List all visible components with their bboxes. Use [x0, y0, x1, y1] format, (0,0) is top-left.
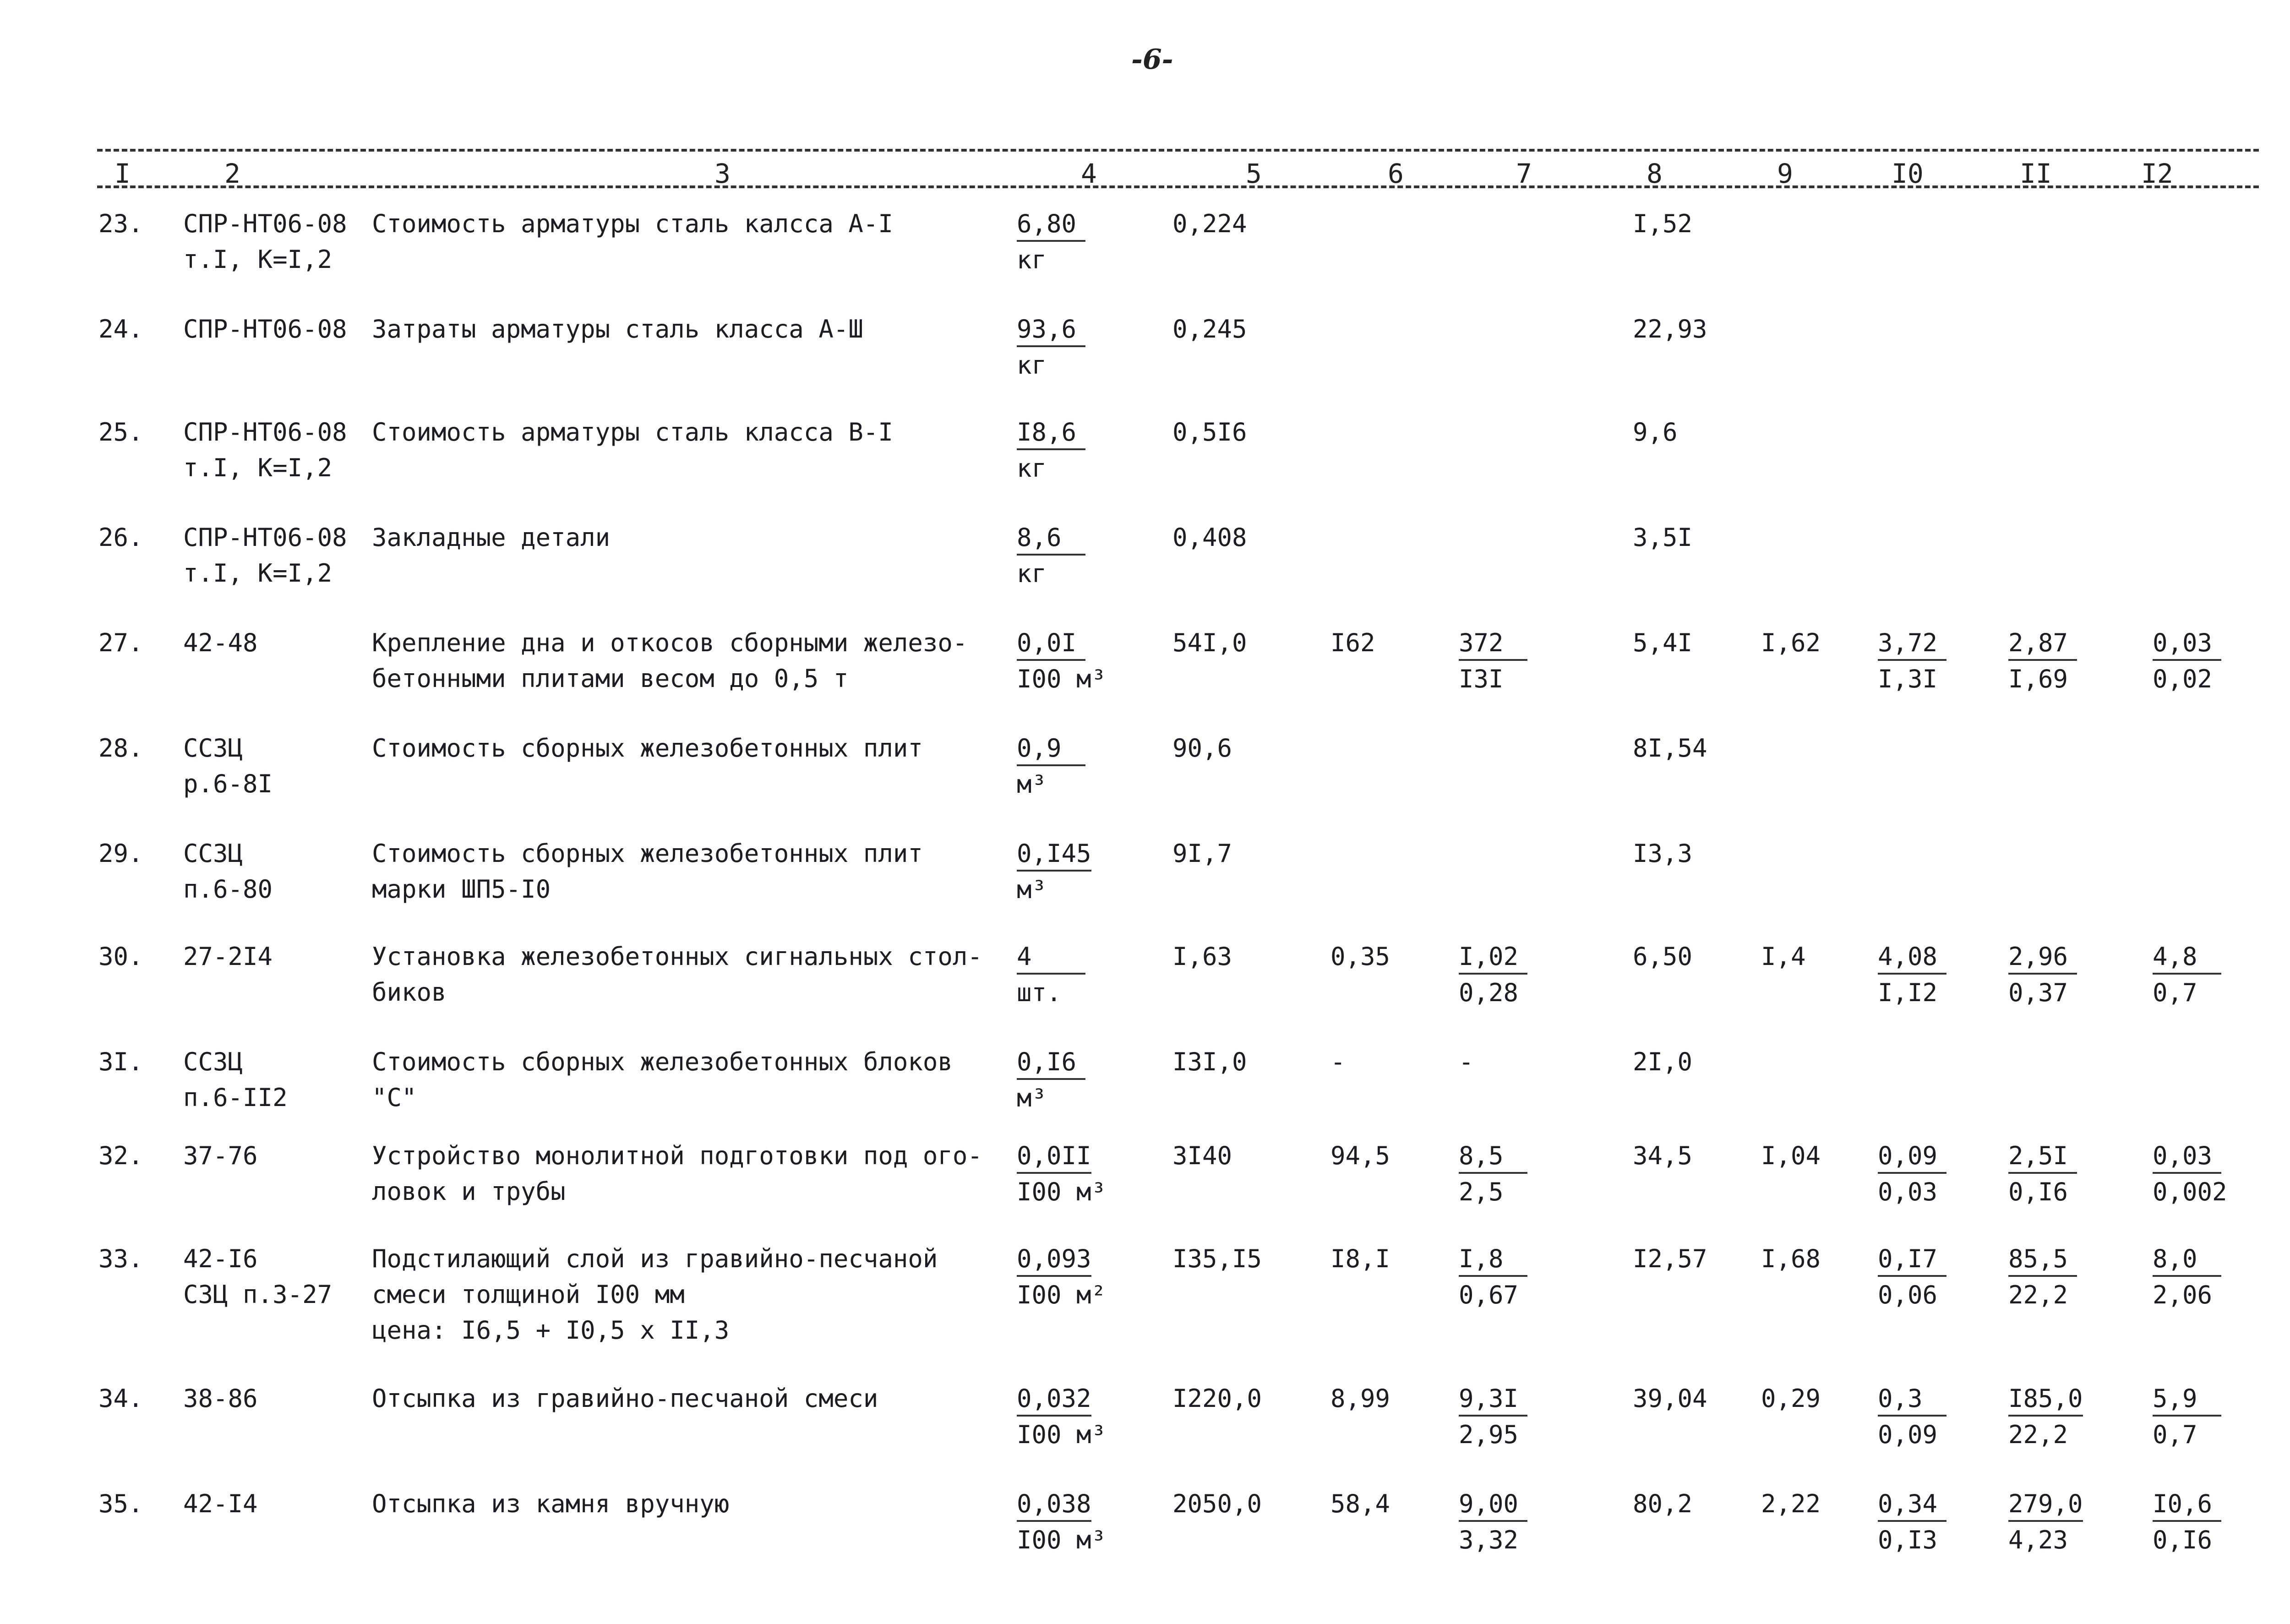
col-header-6: 6	[1388, 158, 1404, 189]
quantity-cell: 0,0II I00 м³	[1017, 1138, 1106, 1210]
col9-cell: I,04	[1761, 1141, 1821, 1170]
norm-code: СПР-НТ06-08	[183, 315, 347, 343]
quantity-cell: 93,6 кг	[1017, 311, 1085, 384]
norm-code: СПР-НТ06-08 т.I, К=I,2	[183, 418, 347, 482]
norm-code: 42-I6 СЗЦ п.3-27	[183, 1244, 333, 1309]
col9-cell: 2,22	[1761, 1489, 1821, 1518]
col11-cell: $\frac{279,0}{4,23}$	[2008, 1486, 2083, 1559]
col10-cell: $\frac{0,09}{0,03}$	[1878, 1138, 1946, 1210]
row-number: 25.	[98, 418, 143, 447]
col6-cell: -	[1330, 1047, 1346, 1076]
row-number: 33.	[98, 1244, 143, 1273]
row-number: 28.	[98, 734, 143, 763]
quantity-cell: 8,6 кг	[1017, 520, 1085, 592]
col11-cell: $\frac{2,96}{0,37}$	[2008, 939, 2077, 1011]
norm-code: 42-48	[183, 628, 258, 657]
norm-code: ССЗЦ п.6-II2	[183, 1047, 288, 1112]
unit-cost-cell: 3I40	[1172, 1141, 1232, 1170]
col-header-12: I2	[2141, 158, 2173, 189]
total-cost-cell: 9,6	[1633, 418, 1678, 447]
col10-cell: $\frac{0,34}{0,I3}$	[1878, 1486, 1946, 1559]
unit-cost-cell: 0,245	[1172, 315, 1247, 343]
col11-cell: $\frac{2,5I}{0,I6}$	[2008, 1138, 2077, 1210]
quantity-cell: 4 шт.	[1017, 939, 1085, 1011]
col-header-5: 5	[1246, 158, 1262, 189]
col6-cell: I62	[1330, 628, 1375, 657]
col7-cell: $\frac{9,3I}{2,95}$	[1459, 1381, 1527, 1453]
norm-code: СПР-НТ06-08 т.I, К=I,2	[183, 523, 347, 588]
col6-cell: 0,35	[1330, 942, 1390, 971]
col7-cell: $\frac{372}{I3I}$	[1459, 625, 1527, 698]
col7-cell: -	[1459, 1047, 1474, 1076]
total-cost-cell: 6,50	[1633, 942, 1693, 971]
work-description: Отсыпка из гравийно-песчаной смеси	[372, 1384, 878, 1413]
col7-cell: $\frac{I,02}{0,28}$	[1459, 939, 1527, 1011]
total-cost-cell: 2I,0	[1633, 1047, 1693, 1076]
total-cost-cell: 5,4I	[1633, 628, 1693, 657]
total-cost-cell: I3,3	[1633, 839, 1693, 868]
quantity-cell: 0,032 I00 м³	[1017, 1381, 1106, 1453]
col-header-8: 8	[1647, 158, 1663, 189]
col-header-3: 3	[714, 158, 731, 189]
quantity-cell: 0,I45 м³	[1017, 836, 1091, 908]
col-header-11: II	[2020, 158, 2052, 189]
unit-cost-cell: 0,224	[1172, 209, 1247, 238]
work-description: Стоимость сборных железобетонных блоков "С"	[372, 1047, 953, 1112]
row-number: 24.	[98, 315, 143, 343]
unit-cost-cell: 0,5I6	[1172, 418, 1247, 447]
total-cost-cell: I,52	[1633, 209, 1693, 238]
work-description: Стоимость арматуры сталь класса В-I	[372, 418, 893, 447]
work-description: Устройство монолитной подготовки под ого- ловок и трубы	[372, 1141, 982, 1206]
total-cost-cell: 3,5I	[1633, 523, 1693, 552]
total-cost-cell: 22,93	[1633, 315, 1707, 343]
col9-cell: I,4	[1761, 942, 1806, 971]
norm-code: ССЗЦ п.6-80	[183, 839, 273, 904]
unit-cost-cell: 2050,0	[1172, 1489, 1262, 1518]
work-description: Установка железобетонных сигнальных стол- биков	[372, 942, 982, 1007]
col10-cell: $\frac{4,08}{I,I2}$	[1878, 939, 1946, 1011]
col11-cell: $\frac{2,87}{I,69}$	[2008, 625, 2077, 698]
row-number: 26.	[98, 523, 143, 552]
col-header-4: 4	[1081, 158, 1097, 189]
col12-cell: $\frac{4,8}{0,7}$	[2153, 939, 2221, 1011]
norm-code: СПР-НТ06-08 т.I, К=I,2	[183, 209, 347, 274]
norm-code: 27-2I4	[183, 942, 273, 971]
quantity-cell: I8,6 кг	[1017, 414, 1085, 487]
unit-cost-cell: I,63	[1172, 942, 1232, 971]
total-cost-cell: I2,57	[1633, 1244, 1707, 1273]
row-number: 34.	[98, 1384, 143, 1413]
col6-cell: 58,4	[1330, 1489, 1390, 1518]
quantity-cell: 6,80 кг	[1017, 206, 1085, 278]
unit-cost-cell: 54I,0	[1172, 628, 1247, 657]
col9-cell: 0,29	[1761, 1384, 1821, 1413]
header-rule-top	[97, 149, 2259, 152]
work-description: Подстилающий слой из гравийно-песчаной смеси толщиной I00 мм цена: I6,5 + I0,5 x II,3	[372, 1244, 938, 1345]
unit-cost-cell: I35,I5	[1172, 1244, 1262, 1273]
unit-cost-cell: 9I,7	[1172, 839, 1232, 868]
col11-cell: $\frac{85,5}{22,2}$	[2008, 1241, 2077, 1313]
work-description: Закладные детали	[372, 523, 611, 552]
col12-cell: $\frac{I0,6}{0,I6}$	[2153, 1486, 2221, 1559]
work-description: Затраты арматуры сталь класса А-Ш	[372, 315, 863, 343]
total-cost-cell: 34,5	[1633, 1141, 1693, 1170]
quantity-cell: 0,9 м³	[1017, 730, 1085, 803]
col-header-10: I0	[1892, 158, 1924, 189]
row-number: 27.	[98, 628, 143, 657]
row-number: 30.	[98, 942, 143, 971]
norm-code: 38-86	[183, 1384, 258, 1413]
unit-cost-cell: I220,0	[1172, 1384, 1262, 1413]
col10-cell: $\frac{0,3}{0,09}$	[1878, 1381, 1946, 1453]
norm-code: 42-I4	[183, 1489, 258, 1518]
col7-cell: $\frac{9,00}{3,32}$	[1459, 1486, 1527, 1559]
total-cost-cell: 8I,54	[1633, 734, 1707, 763]
quantity-cell: 0,038 I00 м³	[1017, 1486, 1106, 1559]
quantity-cell: 0,0I I00 м³	[1017, 625, 1106, 698]
col11-cell: $\frac{I85,0}{22,2}$	[2008, 1381, 2083, 1453]
total-cost-cell: 39,04	[1633, 1384, 1707, 1413]
col9-cell: I,68	[1761, 1244, 1821, 1273]
quantity-cell: 0,093 I00 м²	[1017, 1241, 1106, 1313]
col-header-9: 9	[1777, 158, 1793, 189]
work-description: Стоимость арматуры сталь калсса А-I	[372, 209, 893, 238]
row-number: 32.	[98, 1141, 143, 1170]
norm-code: 37-76	[183, 1141, 258, 1170]
row-number: 23.	[98, 209, 143, 238]
norm-code: ССЗЦ р.6-8I	[183, 734, 273, 798]
work-description: Стоимость сборных железобетонных плит	[372, 734, 923, 763]
col-header-2: 2	[224, 158, 240, 189]
row-number: 29.	[98, 839, 143, 868]
col6-cell: 8,99	[1330, 1384, 1390, 1413]
col6-cell: 94,5	[1330, 1141, 1390, 1170]
col6-cell: I8,I	[1330, 1244, 1390, 1273]
col12-cell: $\frac{8,0}{2,06}$	[2153, 1241, 2221, 1313]
col12-cell: $\frac{0,03}{0,02}$	[2153, 625, 2221, 698]
total-cost-cell: 80,2	[1633, 1489, 1693, 1518]
unit-cost-cell: I3I,0	[1172, 1047, 1247, 1076]
work-description: Крепление дна и откосов сборными железо- бетонными плитами весом до 0,5 т	[372, 628, 968, 693]
header-rule-bottom	[97, 185, 2259, 188]
col9-cell: I,62	[1761, 628, 1821, 657]
row-number: 35.	[98, 1489, 143, 1518]
col7-cell: $\frac{I,8}{0,67}$	[1459, 1241, 1527, 1313]
col10-cell: $\frac{3,72}{I,3I}$	[1878, 625, 1946, 698]
col-header-7: 7	[1516, 158, 1532, 189]
quantity-cell: 0,I6 м³	[1017, 1044, 1085, 1117]
col7-cell: $\frac{8,5}{2,5}$	[1459, 1138, 1527, 1210]
work-description: Отсыпка из камня вручную	[372, 1489, 730, 1518]
unit-cost-cell: 90,6	[1172, 734, 1232, 763]
col10-cell: $\frac{0,I7}{0,06}$	[1878, 1241, 1946, 1313]
work-description: Стоимость сборных железобетонных плит марки ШП5-I0	[372, 839, 923, 904]
row-number: 3I.	[98, 1047, 143, 1076]
col-header-1: I	[114, 158, 131, 189]
col12-cell: $\frac{0,03}{0,002}$	[2153, 1138, 2227, 1210]
col12-cell: $\frac{5,9}{0,7}$	[2153, 1381, 2221, 1453]
page-number: -6-	[1131, 44, 1173, 76]
unit-cost-cell: 0,408	[1172, 523, 1247, 552]
